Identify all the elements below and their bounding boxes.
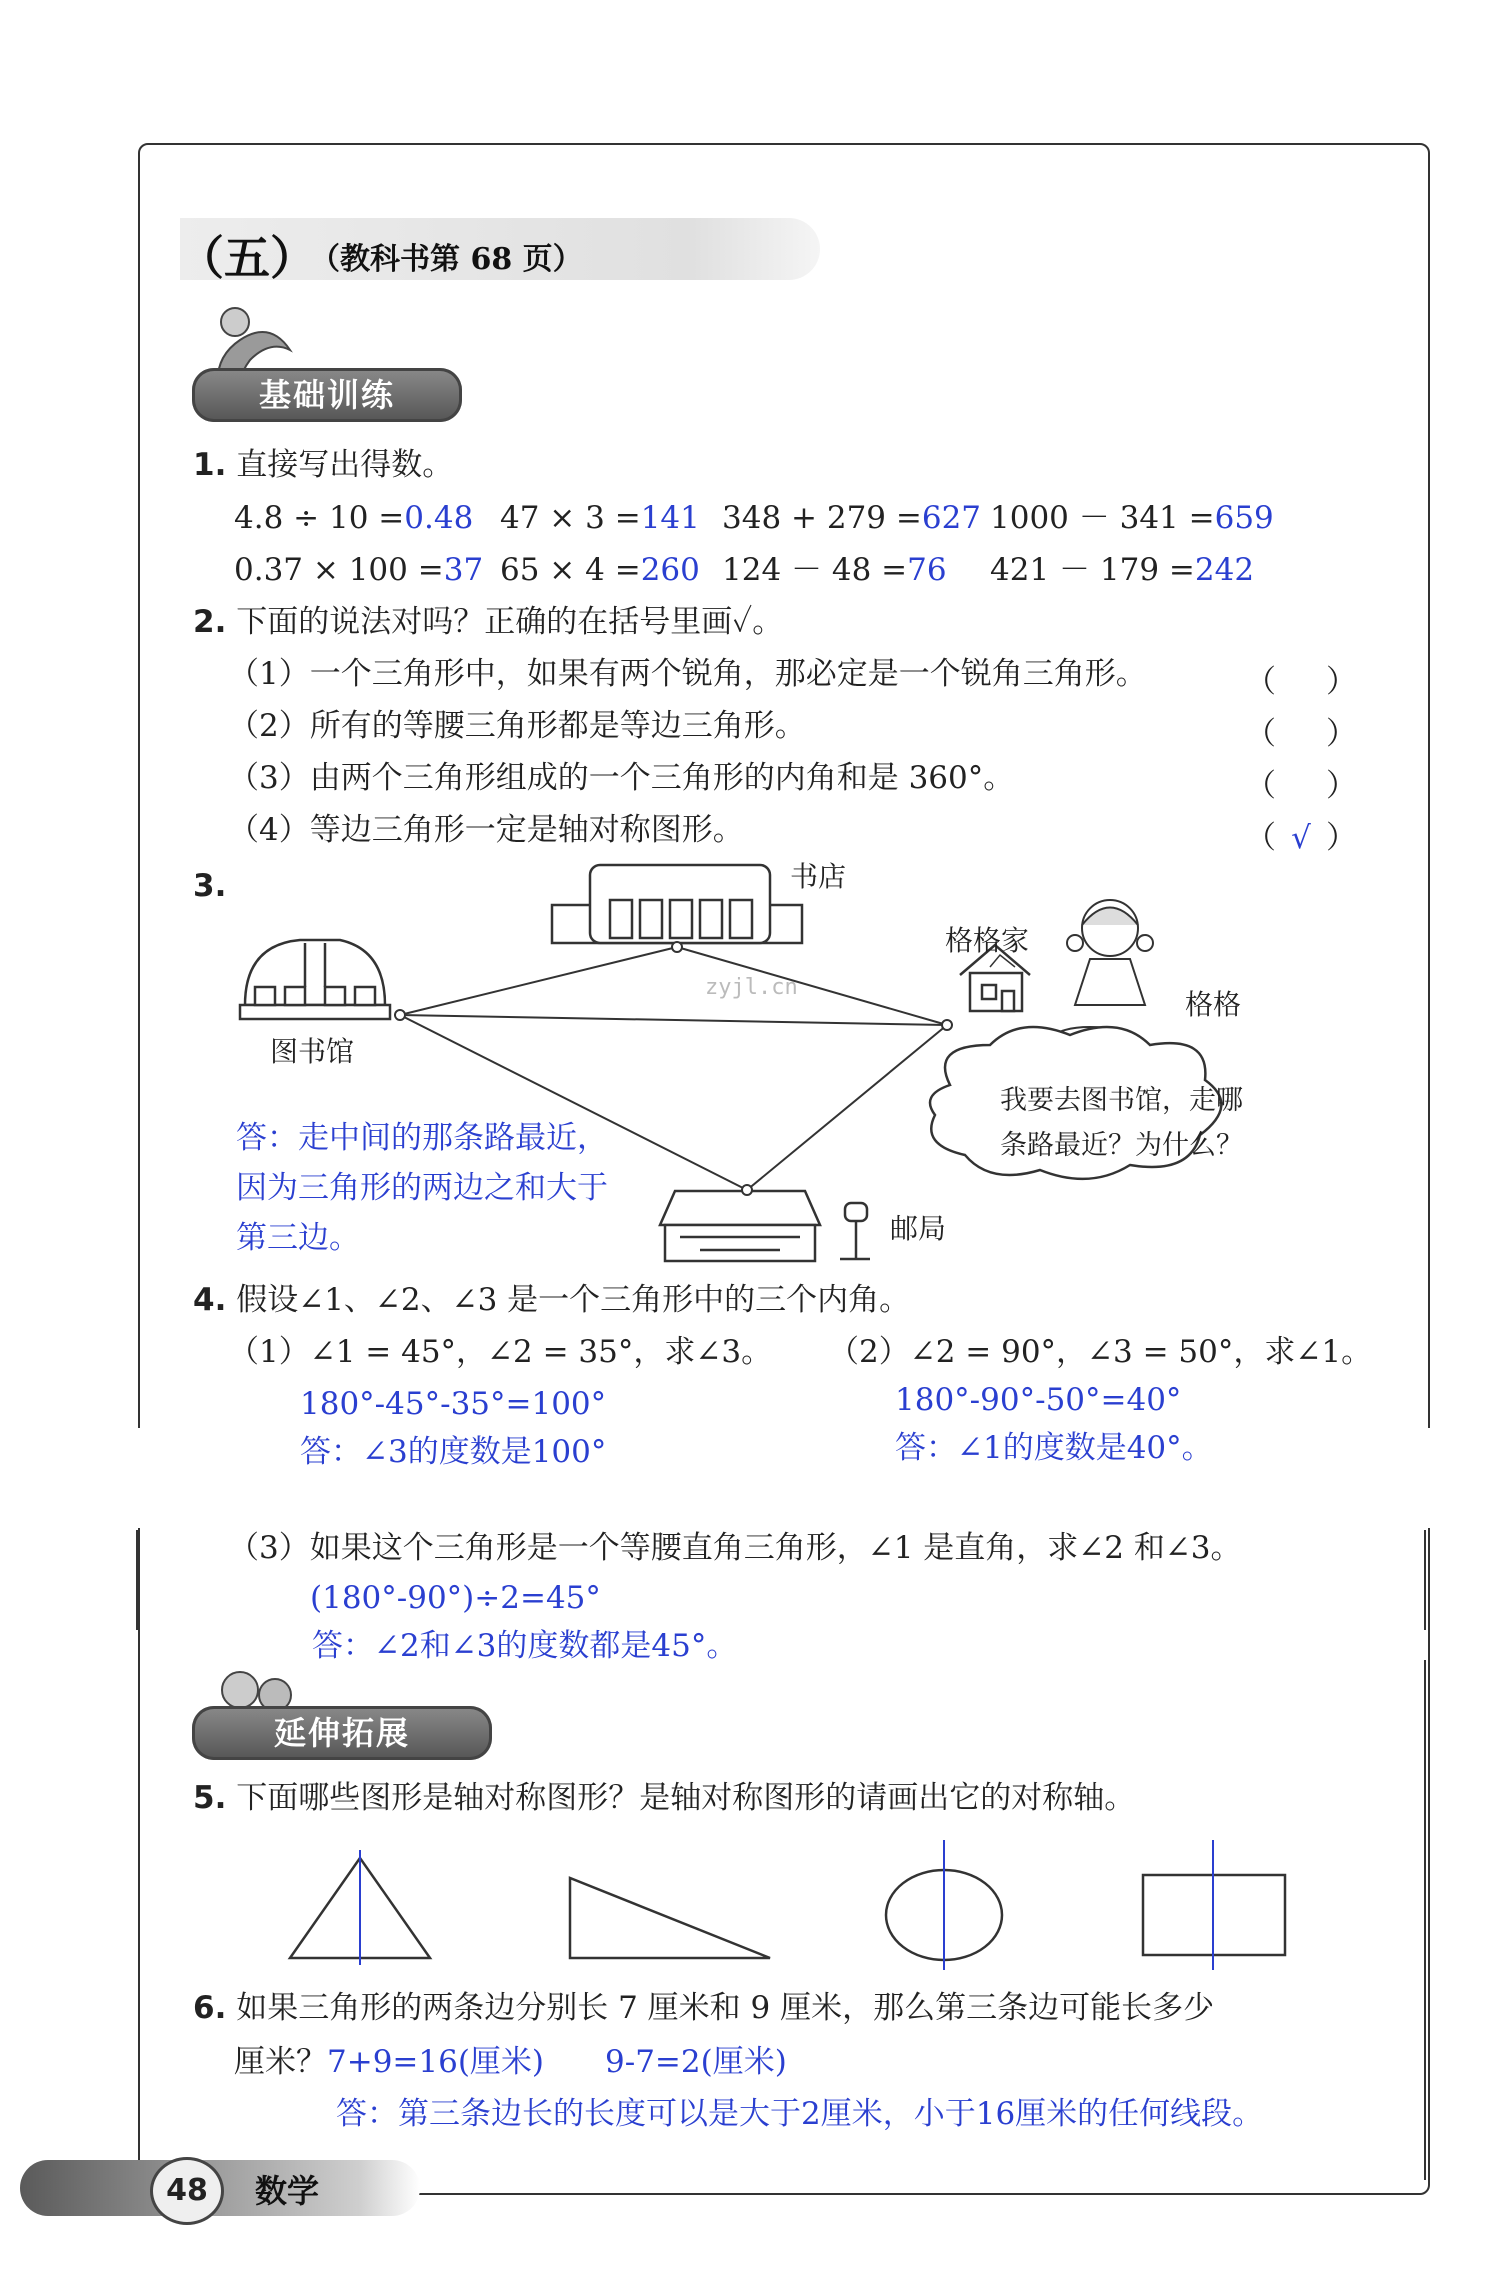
q3-answer-line-1: 答：走中间的那条路最近，: [236, 1120, 608, 1156]
paren-open: （: [1245, 768, 1276, 804]
q1-expr: 0.37 × 100 =: [234, 552, 444, 588]
q1-answer: 627: [921, 500, 982, 536]
q6-prompt: [193, 1990, 1214, 2027]
q2-answer-box-4[interactable]: [1245, 812, 1365, 857]
basic-training-badge: 基础训练: [192, 368, 462, 422]
q4-prompt: [193, 1282, 910, 1319]
q1-answer: 37: [443, 552, 484, 588]
paren-close: ）: [1326, 664, 1357, 700]
q4-part-1: （1）∠1 = 45°，∠2 = 35°，求∠3。: [228, 1334, 773, 1370]
q3-map-diagram: [230, 855, 1360, 1275]
q4-part-2-answer: 答：∠1的度数是40°。: [895, 1430, 1213, 1466]
q1-item-3: [722, 500, 981, 537]
frame-left-edge-lower: [136, 1530, 138, 1630]
frame-right-edge-bottom: [1424, 1660, 1426, 2180]
q6-text-cont: 厘米？: [234, 2044, 327, 2080]
fold-gap: [0, 1428, 1500, 1528]
right-triangle-shape: [570, 1878, 770, 1958]
q4-part-1-calc: 180°-45°-35°=100°: [300, 1386, 607, 1422]
q2-answer-mark: √: [1291, 820, 1311, 856]
q1-text: 直接写出得数。: [236, 447, 454, 483]
q1-expr: 65 × 4 =: [500, 552, 641, 588]
q2-prompt: [193, 604, 783, 641]
paren-open: （: [1245, 716, 1276, 752]
post-office-icon: [660, 1191, 870, 1261]
paren-open: （: [1245, 664, 1276, 700]
paren-close: ）: [1326, 768, 1357, 804]
q2-answer-box-3[interactable]: [1245, 760, 1365, 805]
q4-part-2-calc: 180°-90°-50°=40°: [895, 1382, 1182, 1418]
q1-answer: 659: [1214, 500, 1274, 536]
bookstore-icon: [552, 865, 802, 943]
speech-line-2: 条路最近？为什么？: [1000, 1130, 1243, 1161]
ellipse-shape: [886, 1840, 1002, 1970]
girl-gege-icon: [1055, 900, 1153, 1047]
paren-close: ）: [1326, 820, 1357, 856]
q5-text: 下面哪些图形是轴对称图形？是轴对称图形的请画出它的对称轴。: [236, 1780, 1136, 1816]
label-library: 图书馆: [270, 1035, 355, 1068]
q6-calc-2: 9-7=2(厘米): [605, 2044, 787, 2080]
q1-expr: 4.8 ÷ 10 =: [234, 500, 405, 536]
label-home: 格格家: [945, 924, 1030, 957]
q1-item-4: [990, 500, 1274, 537]
q6-number: 6.: [193, 1990, 227, 2026]
q5-shapes: [280, 1840, 1340, 1970]
q1-number: 1.: [193, 447, 227, 483]
q3-answer-line-3: 第三边。: [236, 1220, 360, 1256]
q2-statement-1: （1）一个三角形中，如果有两个锐角，那必定是一个锐角三角形。: [228, 656, 1147, 692]
label-bookstore: 书店: [790, 860, 847, 893]
q1-expr: 421 － 179 =: [990, 552, 1195, 588]
page-number: 48: [150, 2157, 224, 2225]
q6-text: 如果三角形的两条边分别长 7 厘米和 9 厘米，那么第三条边可能长多少: [236, 1990, 1215, 2026]
q1-item-5: [234, 552, 483, 589]
q5-number: 5.: [193, 1780, 227, 1816]
q1-item-1: [234, 500, 473, 537]
q6-calc-1: 7+9=16(厘米): [327, 2044, 545, 2080]
section-number: （五）: [178, 231, 316, 285]
q1-item-8: [990, 552, 1254, 589]
q2-statement-3: （3）由两个三角形组成的一个三角形的内角和是 360°。: [228, 760, 1015, 796]
q4-number: 4.: [193, 1282, 227, 1318]
q3-answer-line-2: 因为三角形的两边之和大于: [236, 1170, 608, 1206]
paren-open: （: [1245, 820, 1276, 856]
q6-answer: 答：第三条边长的长度可以是大于2厘米，小于16厘米的任何线段。: [336, 2096, 1264, 2132]
q1-answer: 76: [907, 552, 947, 588]
q1-expr: 1000 － 341 =: [990, 500, 1215, 536]
q4-part-2: （2）∠2 = 90°，∠3 = 50°，求∠1。: [828, 1334, 1373, 1370]
q1-expr: 348 + 279 =: [722, 500, 922, 536]
q1-item-7: [722, 552, 947, 589]
label-post-office: 邮局: [890, 1212, 947, 1245]
extension-badge: 延伸拓展: [192, 1706, 492, 1760]
q4-part-3-answer: 答：∠2和∠3的度数都是45°。: [312, 1628, 738, 1664]
q2-statement-2: （2）所有的等腰三角形都是等边三角形。: [228, 708, 806, 744]
q1-answer: 260: [640, 552, 700, 588]
q5-prompt: [193, 1780, 1135, 1817]
q2-answer-box-1[interactable]: [1245, 656, 1365, 701]
q2-number: 2.: [193, 604, 227, 640]
frame-right-edge-lower: [1424, 1530, 1426, 1630]
q1-answer: 0.48: [404, 500, 474, 536]
q1-answer: 141: [640, 500, 700, 536]
q2-text: 下面的说法对吗？正确的在括号里画✓。: [236, 604, 784, 640]
q1-prompt: [193, 447, 453, 484]
q2-answer-box-2[interactable]: [1245, 708, 1365, 753]
q4-part-1-answer: 答：∠3的度数是100°: [300, 1434, 607, 1470]
q4-part-3: （3）如果这个三角形是一个等腰直角三角形，∠1 是直角，求∠2 和∠3。: [228, 1530, 1242, 1566]
q2-statement-4: （4）等边三角形一定是轴对称图形。: [228, 812, 744, 848]
q1-expr: 124 － 48 =: [722, 552, 908, 588]
q4-text: 假设∠1、∠2、∠3 是一个三角形中的三个内角。: [236, 1282, 911, 1318]
label-girl: 格格: [1185, 988, 1242, 1021]
section-reference: （教科书第 68 页）: [310, 242, 583, 277]
q4-part-3-calc: (180°-90°)÷2=45°: [310, 1580, 601, 1616]
rectangle-shape: [1143, 1840, 1285, 1970]
q1-expr: 47 × 3 =: [500, 500, 641, 536]
subject-label: 数学: [255, 2172, 320, 2210]
watermark: zyjl.cn: [705, 975, 798, 1000]
q3-number: 3.: [193, 868, 227, 904]
library-icon: [240, 940, 390, 1019]
q1-answer: 242: [1194, 552, 1255, 588]
isosceles-triangle-shape: [290, 1850, 430, 1965]
q6-prompt-cont: [234, 2044, 544, 2081]
speech-line-1: 我要去图书馆，走哪: [1000, 1085, 1243, 1116]
q1-item-2: [500, 500, 700, 537]
paren-close: ）: [1326, 716, 1357, 752]
q1-item-6: [500, 552, 700, 589]
